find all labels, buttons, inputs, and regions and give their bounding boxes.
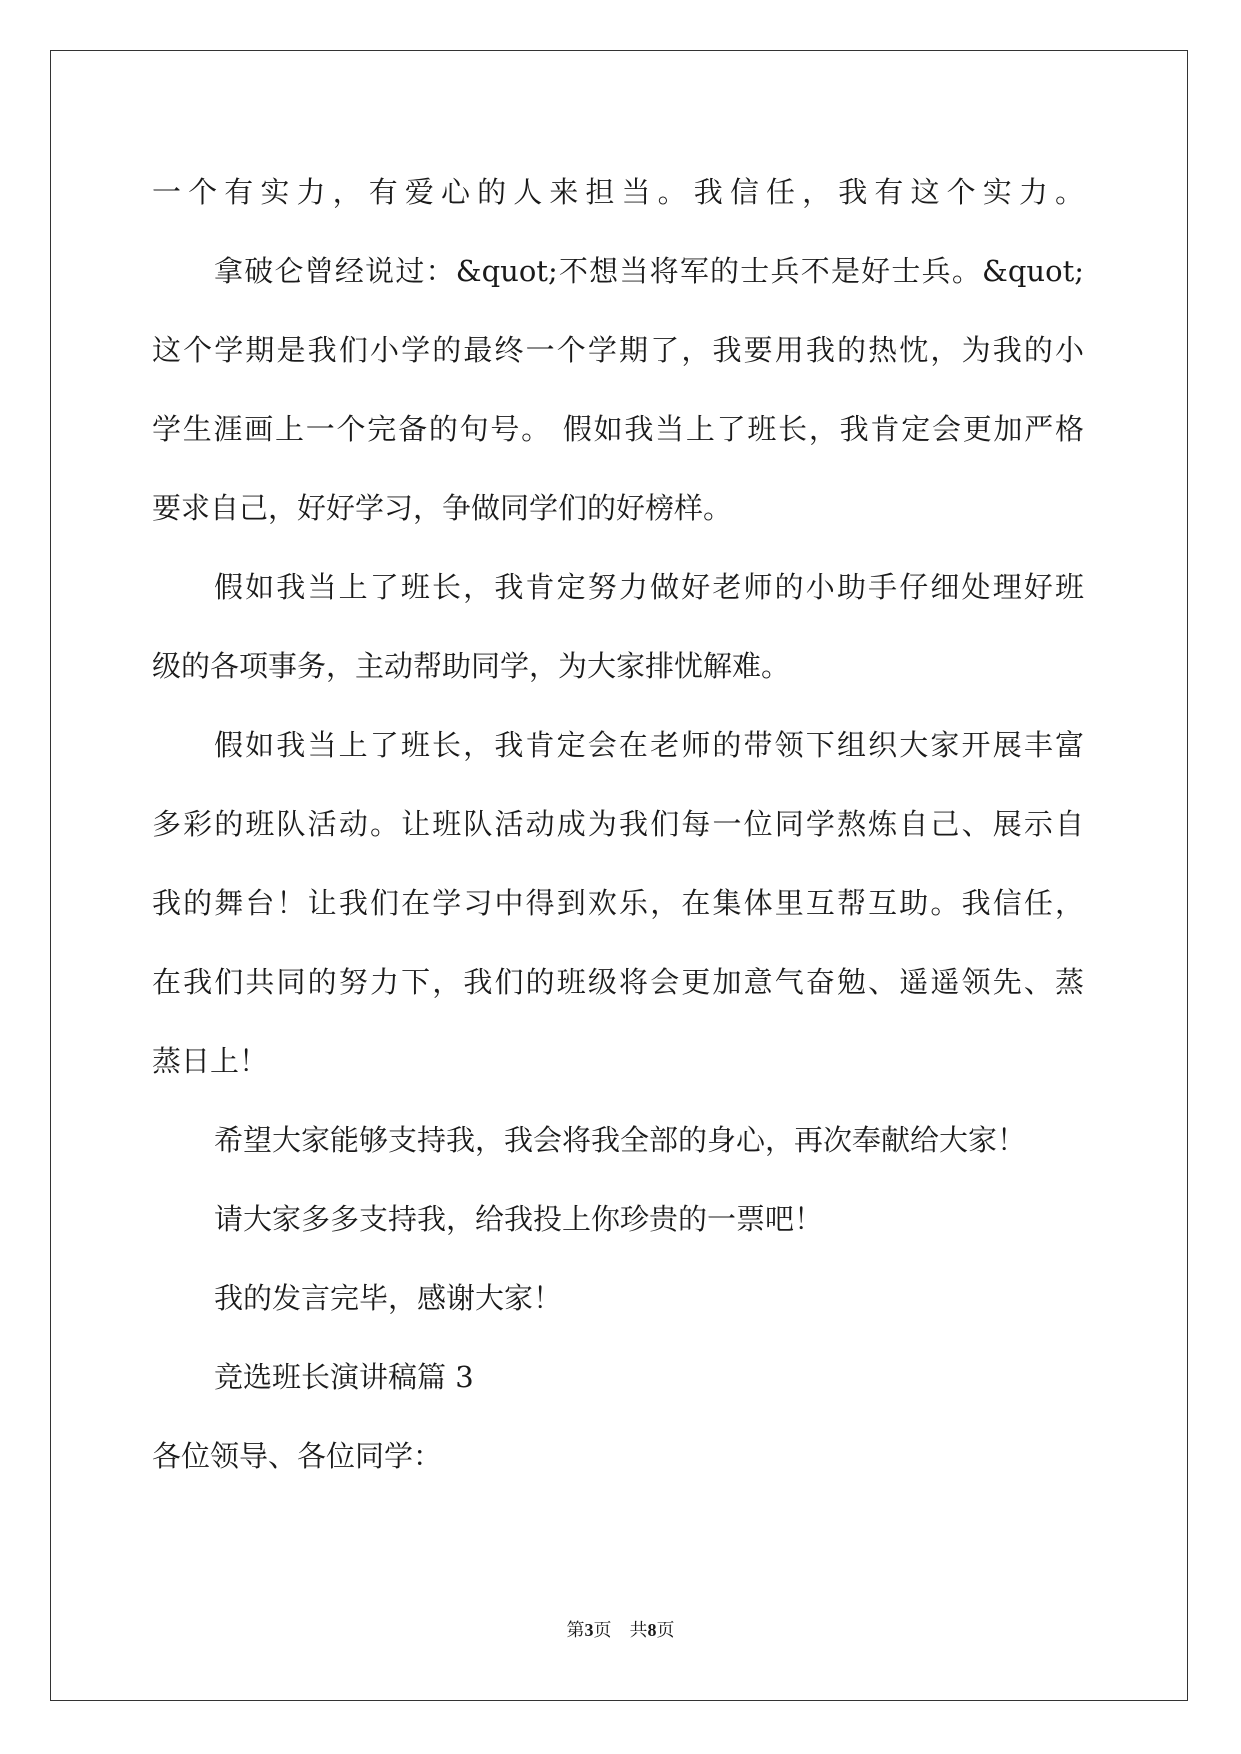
text-line: 蒸日上！ (152, 1044, 269, 1078)
text-line: 要求自己，好好学习，争做同学们的好榜样。 (152, 491, 733, 525)
text-line: 拿破仑曾经说过：&quot;不想当将军的士兵不是好士兵。&quot; (214, 254, 1084, 288)
total-suffix: 页 (656, 1620, 675, 1641)
text-line: 假如我当上了班长，我肯定努力做好老师的小助手仔细处理好班 (214, 570, 1084, 604)
text-line: 请大家多多支持我，给我投上你珍贵的一票吧！ (214, 1202, 824, 1236)
page-suffix: 页 (593, 1620, 612, 1641)
text-line: 在我们共同的努力下，我们的班级将会更加意气奋勉、遥遥领先、蒸 (152, 965, 1084, 999)
section-heading: 竞选班长演讲稿篇 3 (214, 1360, 474, 1394)
current-page-number: 3 (584, 1620, 594, 1640)
text-line: 一个有实力，有爱心的人来担当。我信任，我有这个实力。 (152, 175, 1084, 209)
text-line: 学生涯画上一个完备的句号。 假如我当上了班长，我肯定会更加严格 (152, 412, 1084, 446)
text-line: 我的发言完毕，感谢大家！ (214, 1281, 563, 1315)
text-line: 这个学期是我们小学的最终一个学期了，我要用我的热忱，为我的小 (152, 333, 1084, 367)
text-line: 希望大家能够支持我，我会将我全部的身心，再次奉献给大家！ (214, 1123, 1027, 1157)
text-line: 我的舞台！让我们在学习中得到欢乐，在集体里互帮互助。我信任， (152, 886, 1084, 920)
text-line: 多彩的班队活动。让班队活动成为我们每一位同学熬炼自己、展示自 (152, 807, 1084, 841)
salutation: 各位领导、各位同学： (152, 1439, 443, 1473)
text-line: 假如我当上了班长，我肯定会在老师的带领下组织大家开展丰富 (214, 728, 1084, 762)
page-footer (0, 1618, 1241, 1643)
text-line: 级的各项事务，主动帮助同学，为大家排忧解难。 (152, 649, 791, 683)
page-prefix: 第 (566, 1620, 585, 1641)
total-pages-number: 8 (647, 1620, 657, 1640)
total-prefix: 共 (629, 1620, 648, 1641)
